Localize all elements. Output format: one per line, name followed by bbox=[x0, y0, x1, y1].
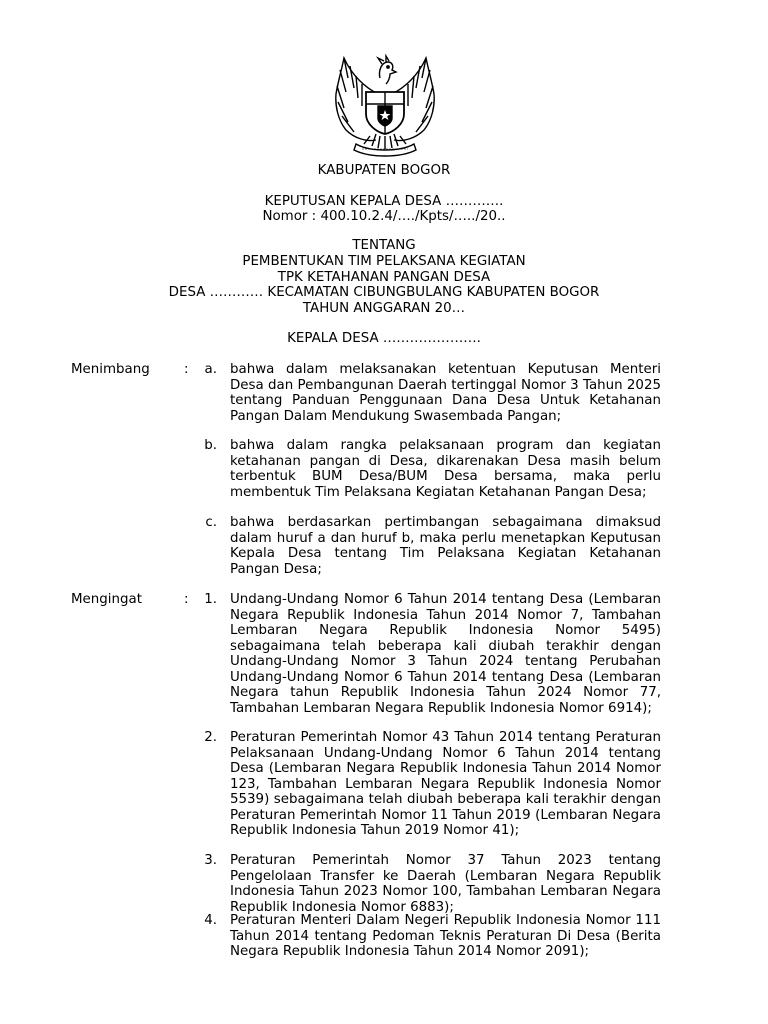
item-marker: b. bbox=[204, 438, 217, 453]
section-label: Menimbang bbox=[71, 362, 150, 377]
section-colon: : bbox=[184, 362, 189, 377]
garuda-emblem-icon bbox=[326, 48, 444, 158]
item-text: bahwa dalam rangka pelaksanaan program dan kegiatan ketahanan pangan di Desa, dikarenakan Desa masih belum terbentuk BUM Desa/BUM Desa bersama, maka perlu membentuk Tim Pelaksana Kegiatan Ketahanan Pangan Desa; bbox=[230, 438, 661, 500]
item-text: Peraturan Pemerintah Nomor 37 Tahun 2023 tentang Pengelolaan Transfer ke Daerah (Lembaran Negara Republik Indonesia Tahun 2023 Nomor 100, Tambahan Lembaran Negara Republik Indonesia Nomor 6883); bbox=[230, 853, 661, 915]
decree-number: Nomor : 400.10.2.4/…./Kpts/…../20.. bbox=[262, 209, 506, 224]
section-label: Mengingat bbox=[71, 592, 142, 607]
subject-line: DESA ………… KECAMATAN CIBUNGBULANG KABUPATEN BOGOR bbox=[168, 285, 600, 300]
subject-line: TAHUN ANGGARAN 20… bbox=[302, 301, 466, 316]
subject-line: TPK KETAHANAN PANGAN DESA bbox=[277, 270, 491, 285]
item-marker: c. bbox=[205, 515, 217, 530]
item-text: bahwa dalam melaksanakan ketentuan Keputusan Menteri Desa dan Pembangunan Daerah tertinggal Nomor 3 Tahun 2025 tentang Panduan Penggunaan Dana Desa Untuk Ketahanan Pangan Dalam Mendukung Swasembada Pangan; bbox=[230, 362, 661, 424]
item-marker: 2. bbox=[204, 730, 217, 745]
subject-line: PEMBENTUKAN TIM PELAKSANA KEGIATAN bbox=[242, 254, 526, 269]
item-text: bahwa berdasarkan pertimbangan sebagaimana dimaksud dalam huruf a dan huruf b, maka perlu menetapkan Keputusan Kepala Desa tentang Tim Pelaksana Kegiatan Ketahanan Pangan Desa; bbox=[230, 515, 661, 577]
region-title: KABUPATEN BOGOR bbox=[317, 163, 451, 178]
item-text: Peraturan Menteri Dalam Negeri Republik Indonesia Nomor 111 Tahun 2014 tentang Pedoman Teknis Peraturan Di Desa (Berita Negara Republik Indonesia Tahun 2014 Nomor 2091); bbox=[230, 913, 661, 959]
section-colon: : bbox=[184, 592, 189, 607]
item-marker: a. bbox=[204, 362, 217, 377]
item-marker: 4. bbox=[204, 913, 217, 928]
item-marker: 3. bbox=[204, 853, 217, 868]
decree-title: KEPUTUSAN KEPALA DESA …………. bbox=[264, 194, 504, 209]
subject-label: TENTANG bbox=[352, 238, 416, 253]
item-text: Peraturan Pemerintah Nomor 43 Tahun 2014 tentang Peraturan Pelaksanaan Undang-Undang Nomor 6 Tahun 2014 tentang Desa (Lembaran Negara Republik Indonesia Tahun 2014 Nomor 123, Tambahan Lembaran Negara Republik Indonesia Nomor 5539) sebagaimana telah diubah beberapa kali terakhir dengan Peraturan Pemerintah Nomor 11 Tahun 2019 (Lembaran Negara Republik Indonesia Tahun 2019 Nomor 41); bbox=[230, 730, 661, 838]
item-text: Undang-Undang Nomor 6 Tahun 2014 tentang Desa (Lembaran Negara Republik Indonesia Tahun 2014 Nomor 7, Tambahan Lembaran Negara Republik Indonesia Nomor 5495) sebagaimana telah beberapa kali diubah terakhir dengan Undang-Undang Nomor 3 Tahun 2024 tentang Perubahan Undang-Undang Nomor 6 Tahun 2014 tentang Desa (Lembaran Negara tahun Republik Indonesia Tahun 2024 Nomor 77, Tambahan Lembaran Negara Republik Indonesia Nomor 6914); bbox=[230, 592, 661, 716]
item-marker: 1. bbox=[204, 592, 217, 607]
official-title: KEPALA DESA …………………. bbox=[287, 331, 481, 346]
